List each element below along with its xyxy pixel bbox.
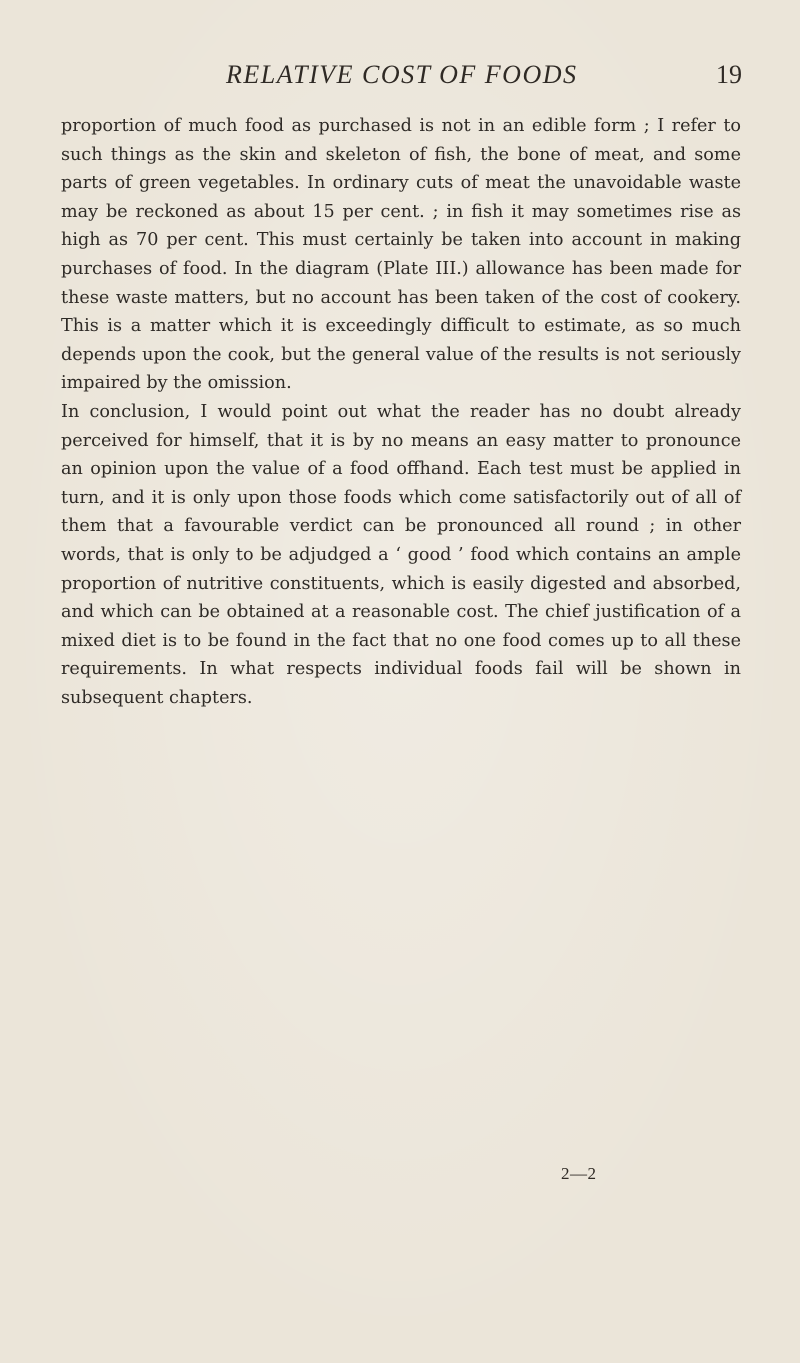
paragraph: proportion of much food as purchased is not in an edible form ; I refer to such things as the skin and skeleton of fish, the bone of meat, and some parts of green vegetables. In ordinary cuts of meat the unavoidable waste may be reckoned as about 15 per cent. ; in fish it may sometimes rise as high as 70 per cent. This must certainly be taken into account in making purchases of food. In the diagram (Plate III.) allowance has been made for these waste matters, but no account has been taken of the cost of cookery. This is a matter which it is exceedingly difficult to estimate, as so much depends upon the cook, but the general value of the results is not seriously impaired by the omission. (61, 116, 741, 394)
page-number: 19 (716, 60, 742, 89)
signature-mark: 2—2 (561, 1164, 597, 1183)
paragraph: In conclusion, I would point out what the reader has no doubt already perceived for himself, that it is by no means an easy matter to pronounce an opinion upon the value of a food offhand. Each test must be applied in turn, and it is only upon those foods which come satisfactorily out of all of them that a favourable verdict can be pronounced all round ; in other words, that is only to be adjudged a ‘ good ’ food which contains an ample proportion of nutritive constituents, which is easily digested and absorbed, and which can be obtained at a reasonable cost. The chief justification of a mixed diet is to be found in the fact that no one food comes up to all these requirements. In what respects individual foods fail will be shown in subsequent chapters. (61, 401, 741, 708)
running-title: RELATIVE COST OF FOODS (226, 60, 578, 89)
body-text (61, 112, 741, 712)
